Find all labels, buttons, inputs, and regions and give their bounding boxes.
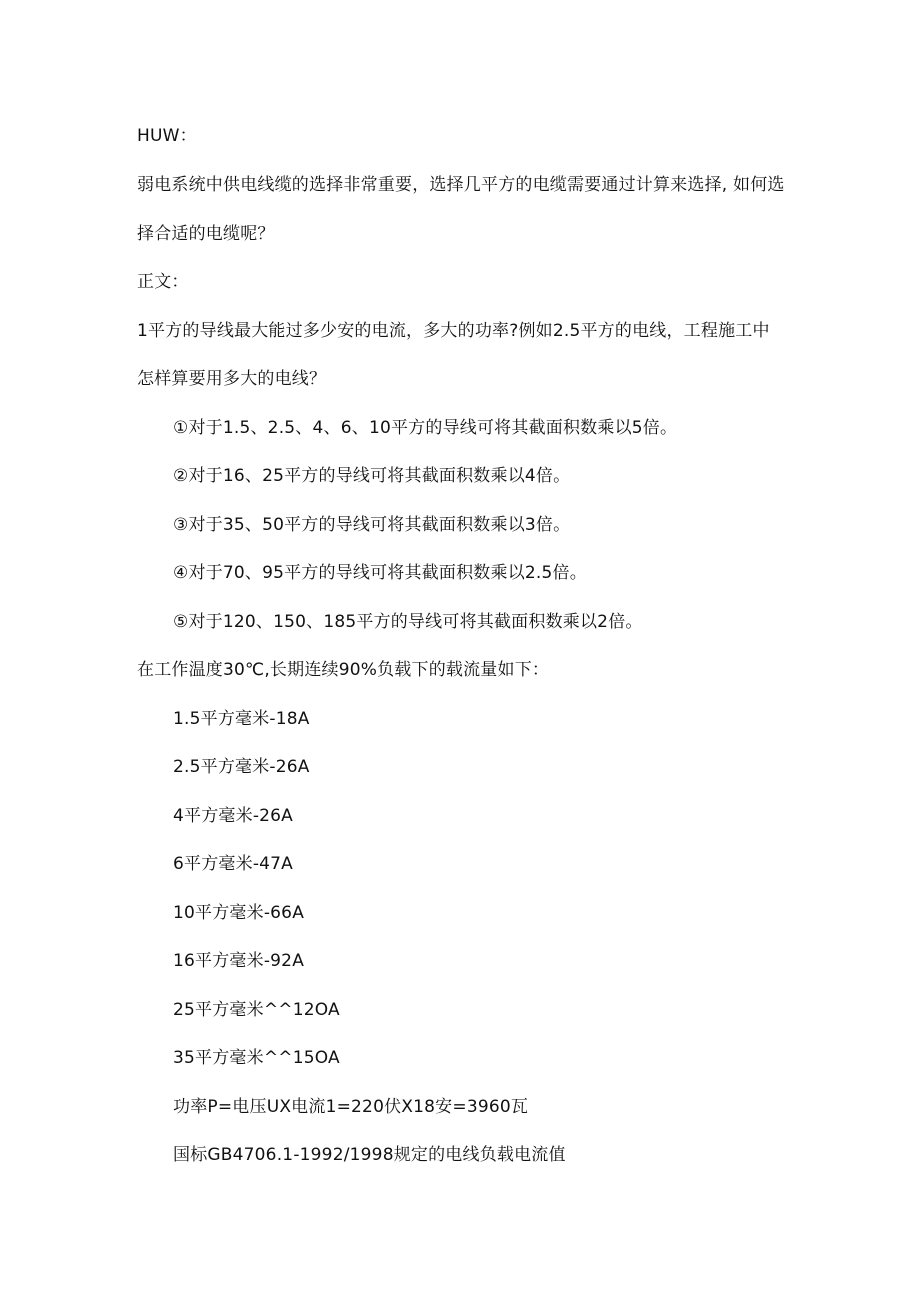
power-formula: 功率P=电压UX电流1=220伏X18安=3960瓦 — [173, 1097, 529, 1117]
question-line-1: 1平方的导线最大能过多少安的电流，多大的功率?例如2.5平方的电线，工程施工中 — [137, 321, 770, 341]
rating-item: 16平方毫米-92A — [173, 951, 305, 971]
rule-item: ③对于35、50平方的导线可将其截面积数乘以3倍。 — [173, 515, 571, 535]
condition-text: 在工作温度30℃,长期连续90%负载下的载流量如下： — [137, 660, 550, 680]
rating-item: 1.5平方毫米-18A — [173, 709, 310, 729]
rating-item: 6平方毫米-47A — [173, 854, 294, 874]
body-label: 正文： — [137, 272, 189, 292]
intro-line-1: 弱电系统中供电线缆的选择非常重要，选择几平方的电缆需要通过计算来选择, 如何选 — [137, 175, 785, 195]
rating-item: 35平方毫米^^15OA — [173, 1048, 340, 1068]
rule-item: ④对于70、95平方的导线可将其截面积数乘以2.5倍。 — [173, 563, 587, 583]
standard-note: 国标GB4706.1-1992/1998规定的电线负载电流值 — [173, 1145, 566, 1165]
heading-label: HUW： — [137, 126, 197, 146]
question-line-2: 怎样算要用多大的电线？ — [137, 369, 327, 389]
rating-item: 10平方毫米-66A — [173, 903, 305, 923]
rating-item: 4平方毫米-26A — [173, 806, 294, 826]
rule-item: ①对于1.5、2.5、4、6、10平方的导线可将其截面积数乘以5倍。 — [173, 418, 678, 438]
rating-item: 25平方毫米^^12OA — [173, 1000, 340, 1020]
rating-item: 2.5平方毫米-26A — [173, 757, 310, 777]
rule-item: ⑤对于120、150、185平方的导线可将其截面积数乘以2倍。 — [173, 612, 643, 632]
rule-item: ②对于16、25平方的导线可将其截面积数乘以4倍。 — [173, 466, 571, 486]
intro-line-2: 择合适的电缆呢？ — [137, 224, 275, 244]
